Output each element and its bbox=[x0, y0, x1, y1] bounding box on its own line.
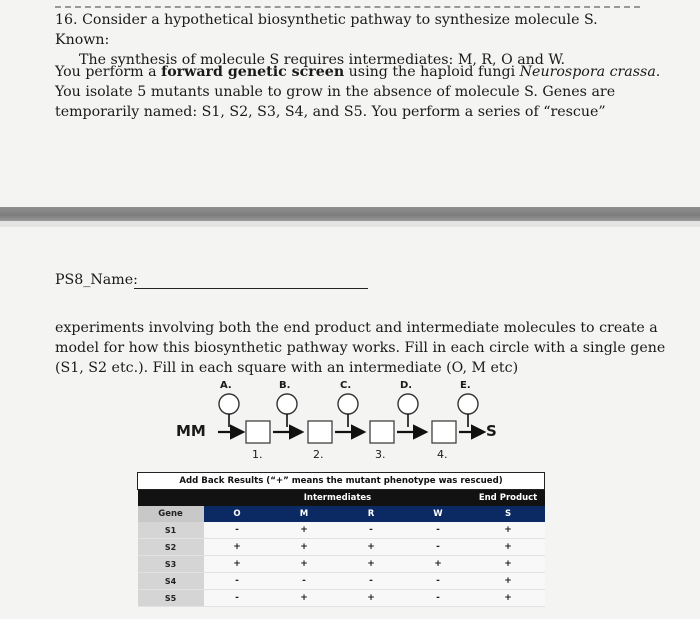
gene-cell: S2 bbox=[138, 539, 204, 556]
pathway-end-s: S bbox=[486, 422, 497, 440]
gene-cell: S4 bbox=[138, 573, 204, 590]
gene-cell: S1 bbox=[138, 522, 204, 539]
column-header-o: O bbox=[204, 506, 271, 522]
para1-text-a: You perform a bbox=[55, 64, 162, 80]
para1-text-b: using the haploid fungi bbox=[344, 64, 520, 80]
column-header-s: S bbox=[472, 506, 545, 522]
circle-d[interactable] bbox=[398, 394, 418, 414]
result-cell: - bbox=[271, 573, 338, 590]
circle-label-a: A. bbox=[220, 380, 232, 391]
result-cell: - bbox=[405, 590, 472, 607]
square-label-2: 2. bbox=[313, 448, 324, 461]
result-cell: + bbox=[338, 590, 405, 607]
circle-label-b: B. bbox=[279, 380, 291, 391]
square-2[interactable] bbox=[308, 421, 332, 443]
result-cell: - bbox=[338, 522, 405, 539]
circle-a[interactable] bbox=[219, 394, 239, 414]
result-cell: + bbox=[405, 556, 472, 573]
result-cell: + bbox=[204, 539, 271, 556]
result-cell: + bbox=[338, 539, 405, 556]
result-cell: + bbox=[338, 556, 405, 573]
result-cell: + bbox=[204, 556, 271, 573]
result-cell: - bbox=[204, 522, 271, 539]
circle-e[interactable] bbox=[458, 394, 478, 414]
square-label-1: 1. bbox=[252, 448, 263, 461]
table-row bbox=[138, 522, 545, 539]
table-row bbox=[138, 573, 545, 590]
group-header-end-product: End Product bbox=[472, 490, 545, 507]
result-cell: + bbox=[472, 539, 545, 556]
page-separator-shadow bbox=[0, 221, 700, 227]
para1-bold: forward genetic screen bbox=[161, 64, 345, 80]
result-cell: + bbox=[271, 522, 338, 539]
result-cell: - bbox=[204, 573, 271, 590]
square-1[interactable] bbox=[246, 421, 270, 443]
name-input-line[interactable] bbox=[134, 288, 368, 289]
pathway-diagram bbox=[0, 375, 700, 470]
page-separator-band bbox=[0, 207, 700, 221]
result-cell: + bbox=[472, 573, 545, 590]
question-title bbox=[55, 10, 655, 70]
para1-italic-species: Neurospora crassa bbox=[519, 64, 656, 80]
gene-cell: S5 bbox=[138, 590, 204, 607]
circle-label-e: E. bbox=[460, 380, 471, 391]
circle-c[interactable] bbox=[338, 394, 358, 414]
add-back-results-table bbox=[137, 472, 545, 607]
square-label-4: 4. bbox=[437, 448, 448, 461]
column-header-r: R bbox=[338, 506, 405, 522]
column-header-w: W bbox=[405, 506, 472, 522]
result-cell: + bbox=[271, 556, 338, 573]
result-cell: + bbox=[472, 522, 545, 539]
gene-cell: S3 bbox=[138, 556, 204, 573]
result-cell: + bbox=[472, 590, 545, 607]
dashed-top-border bbox=[55, 6, 640, 8]
circle-label-c: C. bbox=[340, 380, 352, 391]
name-label: PS8_Name: bbox=[55, 272, 138, 288]
circle-label-d: D. bbox=[400, 380, 413, 391]
square-3[interactable] bbox=[370, 421, 394, 443]
result-cell: - bbox=[405, 573, 472, 590]
column-header-gene: Gene bbox=[138, 506, 204, 522]
paragraph-forward-screen bbox=[55, 62, 665, 122]
result-cell: + bbox=[271, 590, 338, 607]
result-cell: - bbox=[338, 573, 405, 590]
group-header-intermediates: Intermediates bbox=[204, 490, 472, 507]
result-cell: - bbox=[204, 590, 271, 607]
column-header-m: M bbox=[271, 506, 338, 522]
add-back-results-table-wrap bbox=[137, 472, 544, 607]
square-4[interactable] bbox=[432, 421, 456, 443]
result-cell: + bbox=[271, 539, 338, 556]
result-cell: + bbox=[472, 556, 545, 573]
group-header-blank bbox=[138, 490, 204, 507]
table-row bbox=[138, 590, 545, 607]
result-cell: - bbox=[405, 522, 472, 539]
circle-b[interactable] bbox=[277, 394, 297, 414]
paragraph-instructions: experiments involving both the end product and intermediate molecules to create a model for how this biosynthetic pathway works. Fill in each circle with a single gene (S1, S2 etc.). Fill in each square with an intermediate (O, M etc) bbox=[55, 320, 666, 376]
table-title: Add Back Results (“+” means the mutant phenotype was rescued) bbox=[138, 473, 545, 490]
para1-text-c: . You isolate 5 mutants unable to grow in the absence of molecule S. Genes are temporarily named: S1, S2, S3, S4, and S5. You perform a series of “rescue” bbox=[55, 64, 661, 120]
pathway-start-mm: MM bbox=[176, 422, 206, 440]
result-cell: - bbox=[405, 539, 472, 556]
question-line-2: The synthesis of molecule S requires intermediates: M, R, O and W. bbox=[79, 52, 566, 68]
question-line-1: 16. Consider a hypothetical biosynthetic pathway to synthesize molecule S. Known: bbox=[55, 12, 598, 48]
square-label-3: 3. bbox=[375, 448, 386, 461]
table-row bbox=[138, 556, 545, 573]
table-row bbox=[138, 539, 545, 556]
